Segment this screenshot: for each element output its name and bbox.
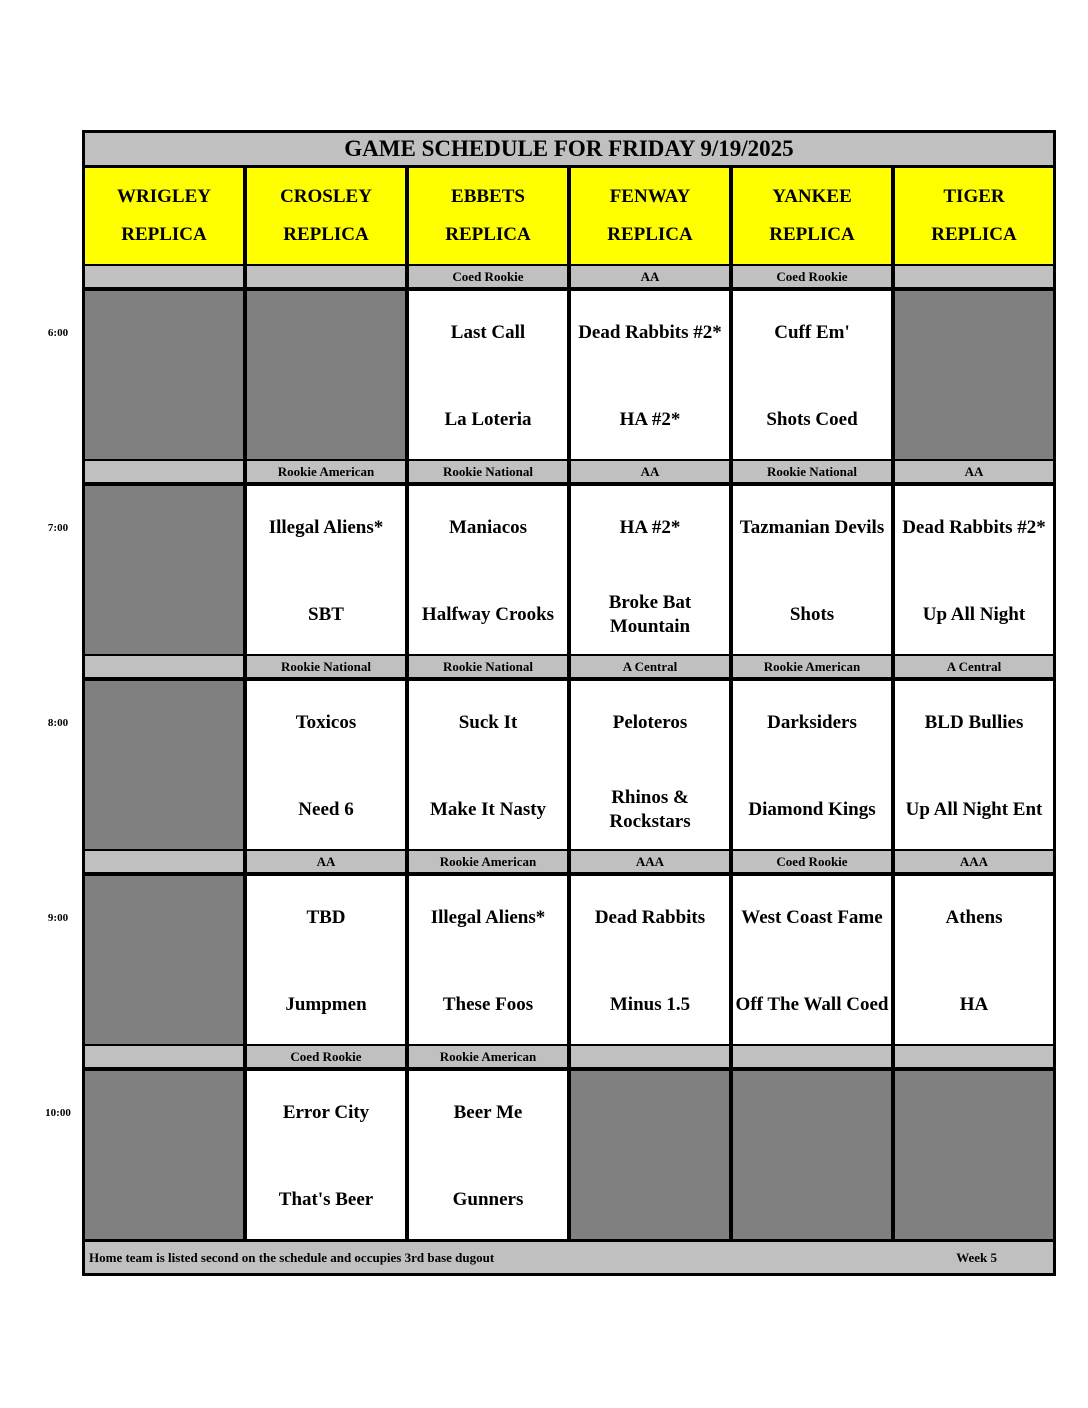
- division-label: AA: [571, 461, 729, 482]
- division-label: AA: [247, 851, 405, 872]
- division-label: Rookie National: [247, 656, 405, 677]
- game-cell: [733, 291, 891, 459]
- schedule-footer: [85, 1242, 1053, 1273]
- home-team: Shots: [789, 604, 835, 625]
- division-label: A Central: [895, 656, 1053, 677]
- game-cell: [247, 681, 405, 849]
- home-team: Off The Wall Coed: [735, 994, 889, 1015]
- empty-slot: [85, 681, 243, 849]
- away-team: Illegal Aliens*: [430, 907, 546, 928]
- division-label: [85, 1046, 243, 1067]
- division-label: [733, 1046, 891, 1067]
- schedule-title: GAME SCHEDULE FOR FRIDAY 9/19/2025: [85, 133, 1053, 165]
- division-label: A Central: [571, 656, 729, 677]
- away-team: Cuff Em': [774, 322, 850, 343]
- away-team: Dead Rabbits #2*: [578, 322, 722, 343]
- away-team: BLD Bullies: [924, 712, 1024, 733]
- division-label: Rookie National: [733, 461, 891, 482]
- field-type: REPLICA: [121, 224, 207, 245]
- field-type: REPLICA: [607, 224, 693, 245]
- away-team: HA #2*: [619, 517, 681, 538]
- home-team: Halfway Crooks: [421, 604, 555, 625]
- home-team: Need 6: [298, 799, 354, 820]
- game-cell: [733, 876, 891, 1044]
- division-label: Rookie National: [409, 461, 567, 482]
- field-name: YANKEE: [772, 186, 852, 207]
- division-label: Rookie American: [247, 461, 405, 482]
- away-team: Suck It: [458, 712, 518, 733]
- home-team: Broke Bat Mountain: [608, 592, 692, 637]
- game-cell: [733, 486, 891, 654]
- division-label: Rookie American: [409, 851, 567, 872]
- time-label: 9:00: [47, 912, 69, 924]
- home-team: Rhinos & Rockstars: [609, 787, 691, 832]
- game-cell: [247, 1071, 405, 1239]
- away-team: Last Call: [450, 322, 526, 343]
- empty-slot: [85, 876, 243, 1044]
- division-label: Coed Rookie: [733, 851, 891, 872]
- away-team: Darksiders: [767, 712, 857, 733]
- field-header: [409, 168, 567, 264]
- division-label: Rookie American: [409, 1046, 567, 1067]
- division-label: Coed Rookie: [409, 266, 567, 287]
- home-team: HA: [959, 994, 989, 1015]
- away-team: Dead Rabbits: [594, 907, 706, 928]
- empty-slot: [733, 1071, 891, 1239]
- field-header: [247, 168, 405, 264]
- division-label: Coed Rookie: [247, 1046, 405, 1067]
- division-label: Rookie National: [409, 656, 567, 677]
- field-type: REPLICA: [445, 224, 531, 245]
- away-team: West Coast Fame: [741, 907, 883, 928]
- division-label: [895, 266, 1053, 287]
- home-team: Up All Night Ent: [905, 799, 1043, 820]
- division-label: [85, 656, 243, 677]
- away-team: TBD: [306, 907, 346, 928]
- field-header: [85, 168, 243, 264]
- home-team: Shots Coed: [766, 409, 858, 430]
- week-label: Week 5: [956, 1249, 997, 1265]
- division-label: AA: [571, 266, 729, 287]
- time-label: 7:00: [47, 522, 69, 534]
- game-cell: [247, 876, 405, 1044]
- home-team: Minus 1.5: [609, 994, 691, 1015]
- home-team: La Loteria: [444, 409, 532, 430]
- field-type: REPLICA: [769, 224, 855, 245]
- division-label: [85, 266, 243, 287]
- away-team: Peloteros: [612, 712, 688, 733]
- time-label: 10:00: [45, 1107, 71, 1119]
- division-label: [247, 266, 405, 287]
- schedule-table: [82, 130, 1056, 1276]
- away-team: Toxicos: [295, 712, 357, 733]
- field-header: [895, 168, 1053, 264]
- away-team: Beer Me: [453, 1102, 523, 1123]
- empty-slot: [895, 1071, 1053, 1239]
- game-cell: [571, 681, 729, 849]
- field-type: REPLICA: [931, 224, 1017, 245]
- division-label: AA: [895, 461, 1053, 482]
- game-cell: [733, 681, 891, 849]
- game-cell: [895, 486, 1053, 654]
- away-team: Dead Rabbits #2*: [902, 517, 1046, 538]
- field-name: CROSLEY: [280, 186, 372, 207]
- division-label: [571, 1046, 729, 1067]
- away-team: Error City: [282, 1102, 370, 1123]
- game-cell: [895, 876, 1053, 1044]
- away-team: Maniacos: [448, 517, 528, 538]
- game-cell: [895, 681, 1053, 849]
- game-cell: [571, 876, 729, 1044]
- division-label: AAA: [895, 851, 1053, 872]
- home-team-note: Home team is listed second on the schedule and occupies 3rd base dugout: [89, 1249, 495, 1265]
- game-cell: [409, 681, 567, 849]
- time-label: 8:00: [47, 717, 69, 729]
- field-name: FENWAY: [609, 186, 691, 207]
- away-team: Illegal Aliens*: [268, 517, 384, 538]
- home-team: Jumpmen: [285, 994, 367, 1015]
- home-team: Gunners: [452, 1189, 524, 1210]
- empty-slot: [247, 291, 405, 459]
- division-label: [85, 461, 243, 482]
- game-cell: [409, 291, 567, 459]
- away-team: Athens: [945, 907, 1003, 928]
- home-team: Make It Nasty: [429, 799, 547, 820]
- division-label: Rookie American: [733, 656, 891, 677]
- home-team: That's Beer: [278, 1189, 374, 1210]
- empty-slot: [85, 291, 243, 459]
- home-team: These Foos: [442, 994, 534, 1015]
- empty-slot: [895, 291, 1053, 459]
- game-cell: [409, 876, 567, 1044]
- field-name: WRIGLEY: [117, 186, 211, 207]
- away-team: Tazmanian Devils: [739, 517, 885, 538]
- game-cell: [409, 486, 567, 654]
- game-cell: [571, 486, 729, 654]
- empty-slot: [85, 1071, 243, 1239]
- division-label: [895, 1046, 1053, 1067]
- home-team: Diamond Kings: [748, 799, 876, 820]
- division-label: Coed Rookie: [733, 266, 891, 287]
- game-cell: [571, 291, 729, 459]
- home-team: HA #2*: [619, 409, 681, 430]
- field-header: [733, 168, 891, 264]
- time-label: 6:00: [47, 327, 69, 339]
- game-cell: [247, 486, 405, 654]
- home-team: Up All Night: [922, 604, 1026, 625]
- home-team: SBT: [308, 604, 344, 625]
- empty-slot: [85, 486, 243, 654]
- division-label: [85, 851, 243, 872]
- field-type: REPLICA: [283, 224, 369, 245]
- empty-slot: [571, 1071, 729, 1239]
- game-cell: [409, 1071, 567, 1239]
- field-header: [571, 168, 729, 264]
- field-name: TIGER: [943, 186, 1005, 207]
- field-name: EBBETS: [451, 186, 525, 207]
- division-label: AAA: [571, 851, 729, 872]
